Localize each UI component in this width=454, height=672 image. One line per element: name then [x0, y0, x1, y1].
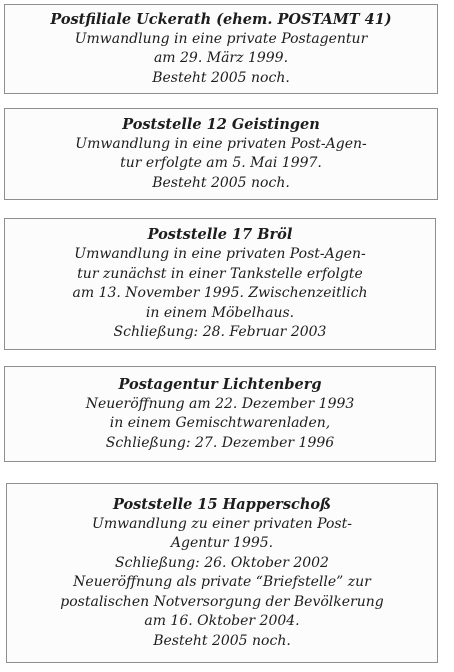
entry-line: Umwandlung in eine private Postagentur: [74, 30, 368, 47]
entry-line: Neueröffnung am 22. Dezember 1993: [85, 395, 355, 412]
entry-line: Neueröffnung als private “Briefstelle” zur: [73, 574, 371, 591]
entry-title: Postfiliale Uckerath (ehem. POSTAMT 41): [50, 10, 392, 28]
entry-line: Schließung: 28. Februar 2003: [113, 324, 327, 341]
entry-line: tur erfolgte am 5. Mai 1997.: [120, 155, 322, 172]
entry-line: Agentur 1995.: [170, 535, 274, 552]
entry-line: am 29. März 1999.: [153, 50, 289, 67]
entry-line: Umwandlung in eine privaten Post-Agen-: [74, 246, 366, 263]
entry-broel: [4, 218, 436, 350]
entry-title: Poststelle 12 Geistingen: [122, 115, 320, 133]
entry-line: Besteht 2005 noch.: [152, 69, 290, 86]
entry-happerschoss: [6, 483, 438, 663]
entry-geistingen: [4, 108, 438, 200]
entry-line: am 16. Oktober 2004.: [144, 613, 300, 630]
entry-title: Postagentur Lichtenberg: [118, 375, 322, 393]
entry-uckerath: [4, 4, 438, 94]
entry-line: postalischen Notversorgung der Bevölkerung: [60, 593, 384, 610]
entry-title: Poststelle 17 Bröl: [147, 226, 293, 244]
entry-line: tur zunächst in einer Tankstelle erfolgte: [77, 265, 363, 282]
entry-line: in einem Möbelhaus.: [145, 304, 295, 321]
entry-line: Umwandlung zu einer privaten Post-: [92, 515, 352, 532]
entry-line: Schließung: 26. Oktober 2002: [115, 554, 329, 571]
entry-line: Umwandlung in eine privaten Post-Agen-: [75, 135, 367, 152]
entry-lichtenberg: [4, 366, 436, 462]
entry-line: Besteht 2005 noch.: [153, 632, 291, 649]
entry-line: in einem Gemischtwarenladen,: [109, 415, 331, 432]
entry-title: Poststelle 15 Happerschoß: [112, 495, 332, 513]
entry-line: am 13. November 1995. Zwischenzeitlich: [72, 285, 368, 302]
entry-line: Schließung: 27. Dezember 1996: [105, 434, 335, 451]
entry-line: Besteht 2005 noch.: [152, 174, 290, 191]
